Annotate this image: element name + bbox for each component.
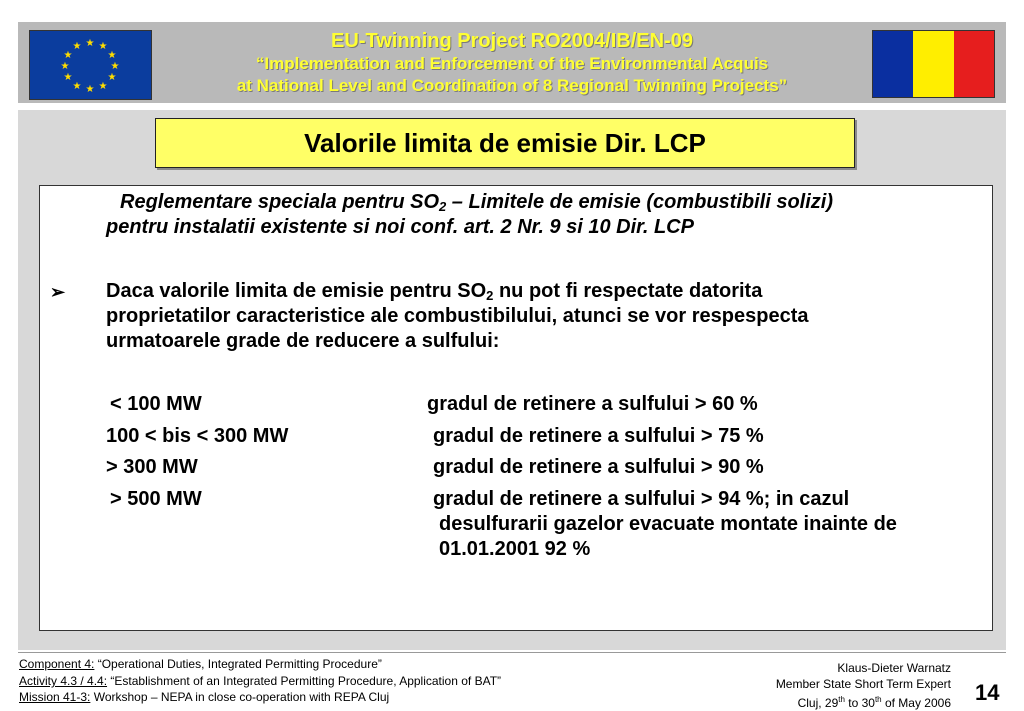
row-2-desc: gradul de retinere a sulfului > 75 %	[433, 425, 764, 447]
slide-title: Valorile limita de emisie Dir. LCP	[304, 127, 706, 158]
footer-author: Klaus-Dieter Warnatz	[837, 661, 951, 675]
footer-mission: Mission 41-3: Workshop – NEPA in close co-operation with REPA Cluj	[19, 690, 390, 704]
project-title: EU-Twinning Project RO2004/IB/EN-09	[331, 30, 693, 52]
svg-text:★: ★	[107, 50, 117, 61]
svg-text:★: ★	[63, 50, 73, 61]
bullet-line-1: Daca valorile limita de emisie pentru $SO_2$ nu pot fi respectate datorita	[106, 280, 763, 303]
bullet-line-3: urmatoarele grade de reducere a sulfului:	[106, 330, 500, 352]
svg-text:★: ★	[72, 41, 82, 52]
row-3-desc: gradul de retinere a sulfului > 90 %	[433, 456, 764, 478]
footer-activity: Activity 4.3 / 4.4: “Establishment of an Integrated Permitting Procedure, Application of BAT”	[19, 674, 502, 688]
row-2-range: 100 < bis < 300 MW	[106, 425, 289, 447]
svg-text:★: ★	[60, 61, 70, 72]
footer-divider	[18, 652, 1006, 653]
bullet-line-2: proprietatilor caracteristice ale combustibilului, atunci se vor respespecta	[106, 305, 809, 327]
bullet-arrow-icon: ➢	[50, 282, 66, 302]
svg-text:★: ★	[63, 72, 73, 83]
slide-title-box	[155, 118, 855, 168]
row-4-desc-2: desulfurarii gazelor evacuate montate inainte de	[439, 513, 897, 535]
intro-line-1: Reglementare speciala pentru $SO_2$ – Limitele de emisie (combustibili solizi)	[120, 191, 834, 214]
row-3-range: > 300 MW	[106, 456, 198, 478]
svg-text:★: ★	[98, 41, 108, 52]
intro-line-2: pentru instalatii existente si noi conf. art. 2 Nr. 9 si 10 Dir. LCP	[106, 216, 694, 238]
footer-role: Member State Short Term Expert	[775, 677, 951, 691]
page-number: 14	[975, 680, 1000, 705]
svg-text:★: ★	[110, 61, 120, 72]
row-4-desc-3: 01.01.2001 92 %	[439, 538, 591, 560]
svg-text:★: ★	[98, 81, 108, 92]
footer-date: Cluj, 29th to 30th of May 2006	[797, 695, 951, 710]
svg-text:★: ★	[85, 38, 95, 49]
project-subtitle-1: “Implementation and Enforcement of the Environmental Acquis	[255, 54, 769, 73]
svg-text:★: ★	[85, 84, 95, 95]
row-1-range: < 100 MW	[110, 393, 202, 415]
svg-text:★: ★	[107, 72, 117, 83]
romania-flag-icon	[872, 30, 995, 98]
eu-flag-icon	[29, 30, 152, 100]
project-subtitle-2: at National Level and Coordination of 8 Regional Twinning Projects”	[236, 76, 788, 95]
row-1-desc: gradul de retinere a sulfului > 60 %	[427, 393, 758, 415]
row-4-desc: gradul de retinere a sulfului > 94 %; in cazul	[433, 488, 850, 510]
footer-component: Component 4: “Operational Duties, Integrated Permitting Procedure”	[19, 657, 382, 671]
svg-text:★: ★	[72, 81, 82, 92]
row-4-range: > 500 MW	[110, 488, 202, 510]
